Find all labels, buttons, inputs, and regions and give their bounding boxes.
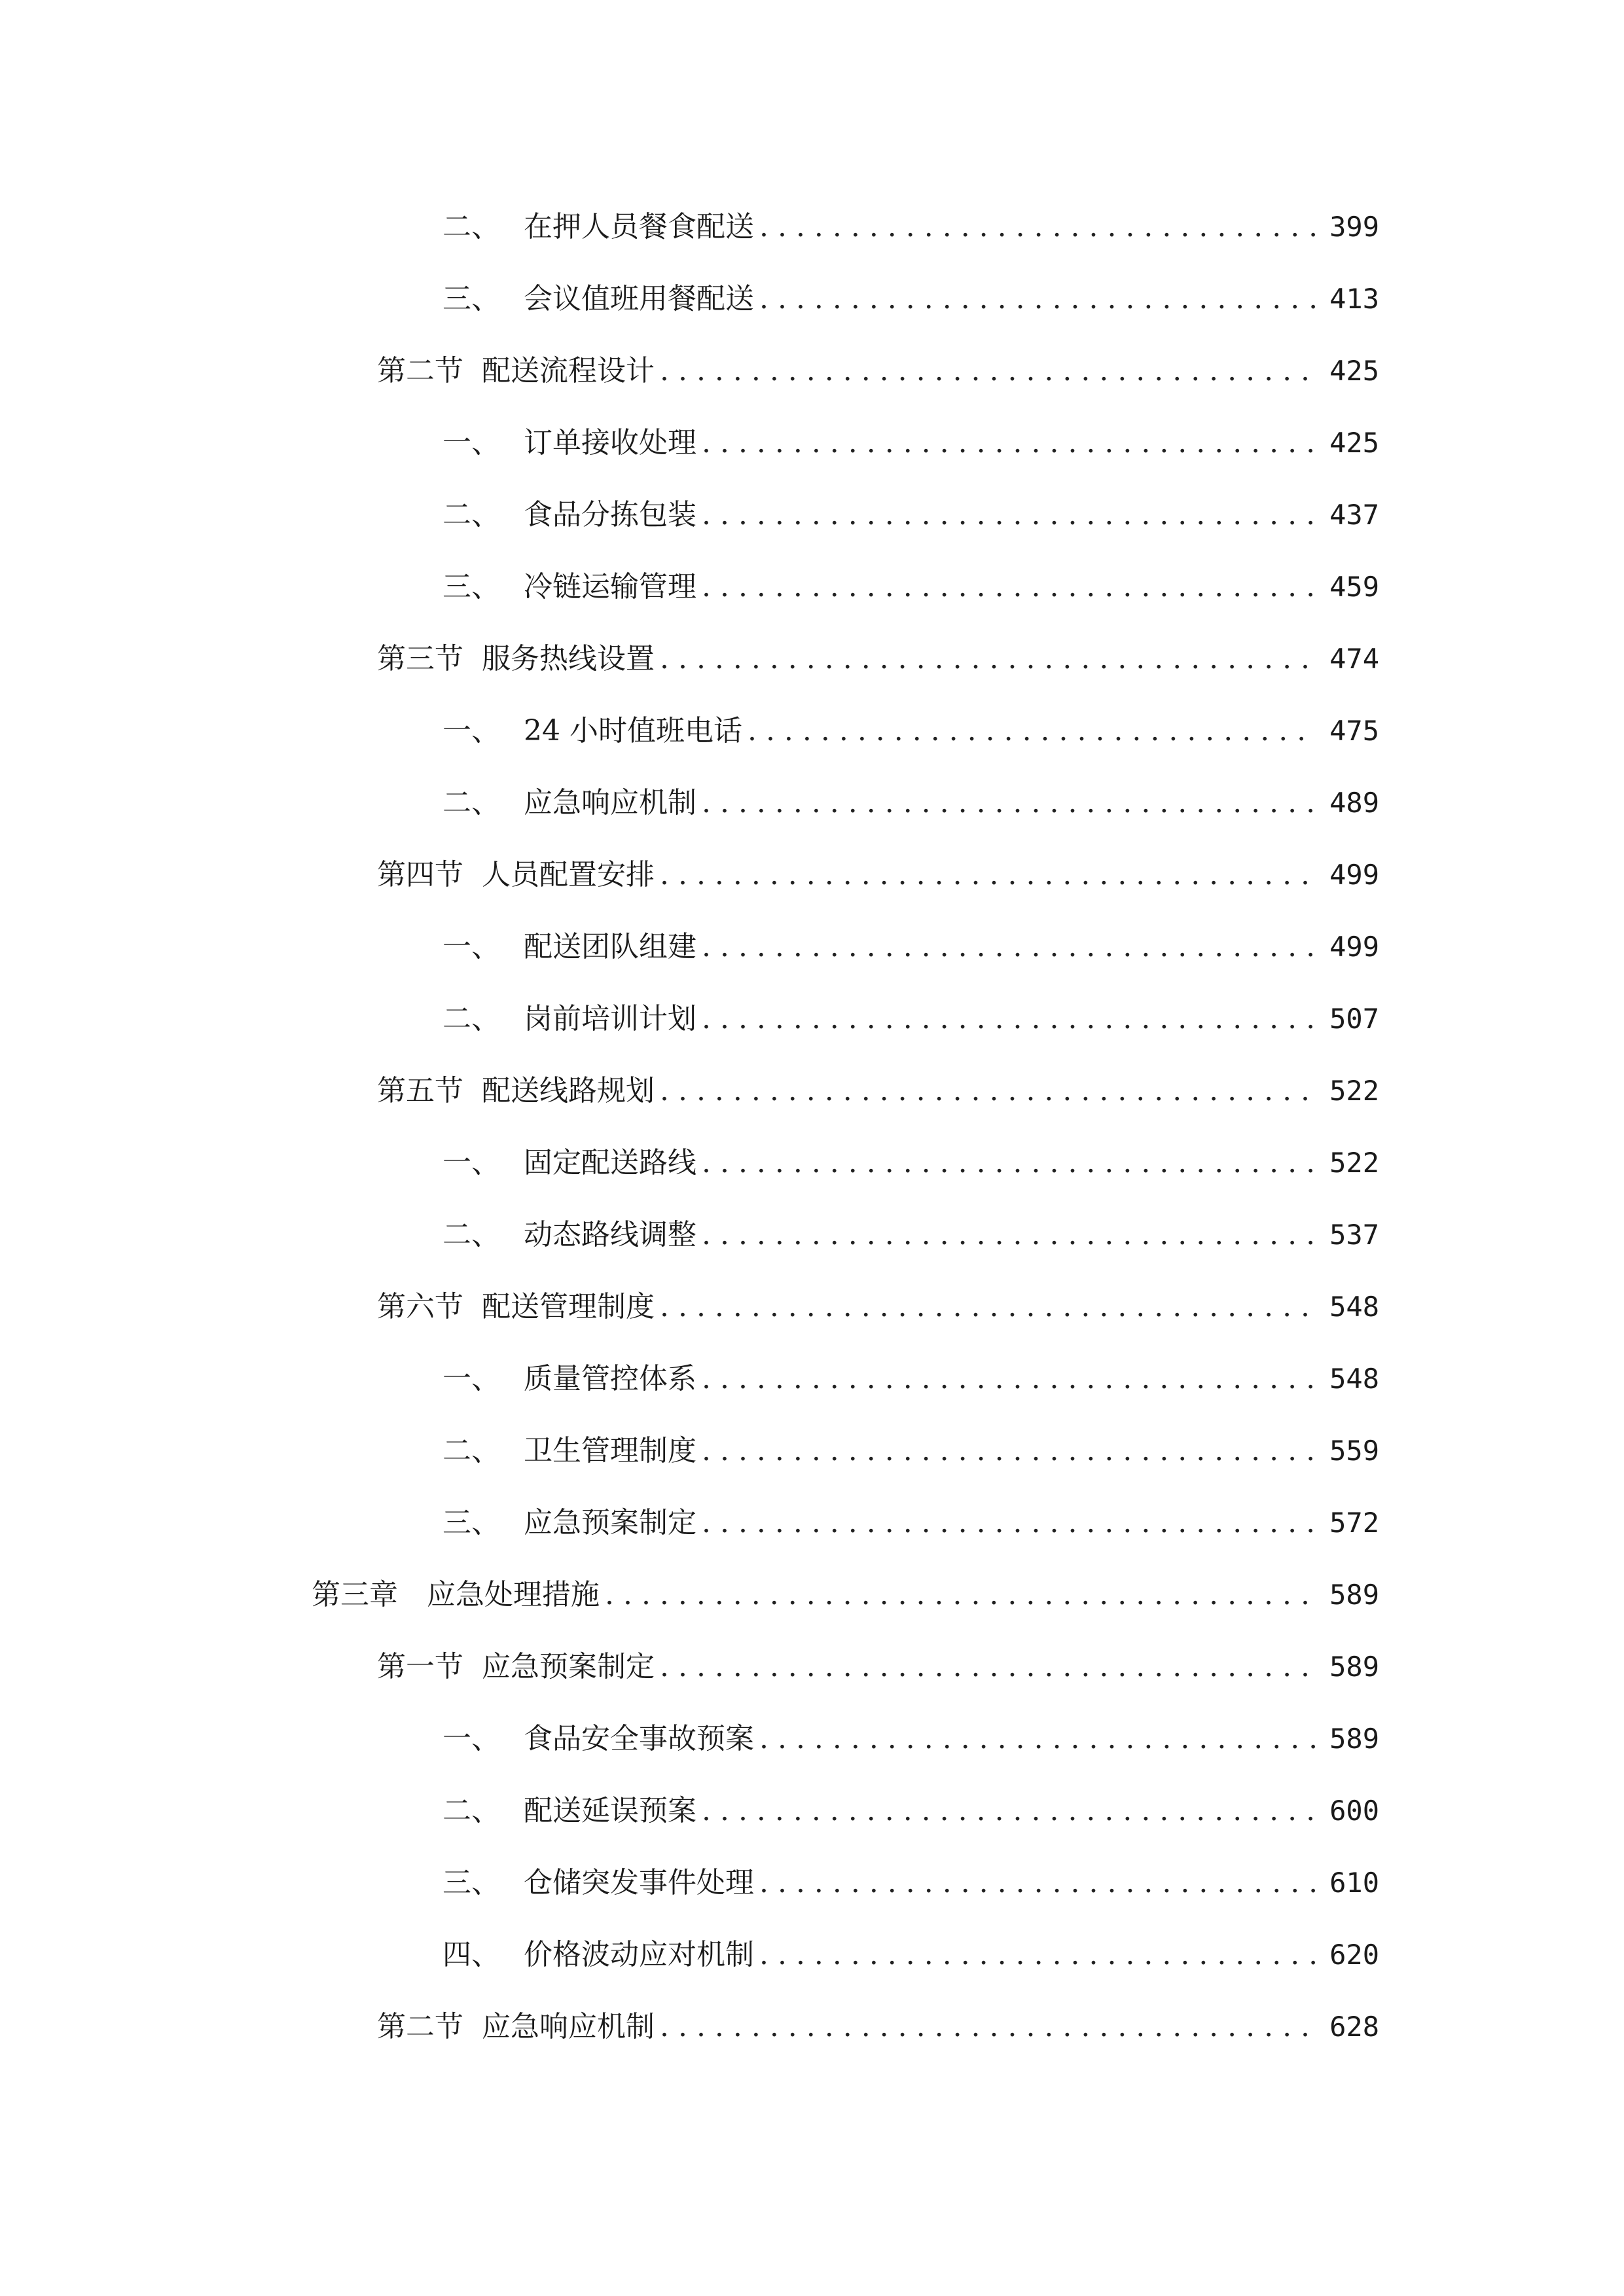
toc-entry-title: 订单接收处理: [524, 426, 696, 459]
toc-entry-page: 507: [1329, 1003, 1379, 1035]
toc-entry[interactable]: [442, 273, 1379, 325]
toc-entry[interactable]: [442, 1857, 1379, 1909]
dot-leader: [702, 417, 1315, 469]
toc-entry-page: 572: [1329, 1507, 1379, 1539]
toc-entry-page: 499: [1329, 931, 1379, 963]
toc-entry-number: 一、: [442, 1722, 500, 1755]
toc-entry-title: 应急响应机制: [524, 786, 696, 819]
toc-entry-page: 413: [1329, 283, 1379, 315]
toc-entry[interactable]: [442, 1353, 1379, 1405]
toc-entry-page: 600: [1329, 1795, 1379, 1827]
toc-entry-number: 一、: [442, 1362, 500, 1395]
toc-entry-title: 人员配置安排: [482, 858, 655, 891]
toc-entry-page: 425: [1329, 427, 1379, 459]
toc-entry[interactable]: [442, 201, 1379, 253]
toc-entry[interactable]: [442, 1209, 1379, 1261]
toc-entry-title: 24 小时值班电话: [524, 714, 742, 747]
toc-entry-number: 第三章: [312, 1578, 398, 1611]
toc-entry-number: 一、: [442, 1146, 500, 1179]
dot-leader: [660, 849, 1315, 901]
toc-entry[interactable]: [442, 417, 1379, 469]
toc-entry[interactable]: [377, 2001, 1379, 2053]
toc-entry[interactable]: [442, 1785, 1379, 1837]
toc-entry-title: 卫生管理制度: [524, 1434, 696, 1467]
toc-entry-title: 应急预案制定: [482, 1650, 655, 1683]
toc-entry[interactable]: [442, 1497, 1379, 1549]
toc-entry-title: 冷链运输管理: [524, 570, 696, 603]
toc-entry-page: 548: [1329, 1291, 1379, 1323]
toc-entry-number: 第二节: [377, 354, 463, 387]
toc-entry-title: 应急处理措施: [427, 1578, 600, 1611]
dot-leader: [759, 1713, 1315, 1765]
toc-entry-number: 四、: [442, 1938, 500, 1971]
toc-entry-page: 628: [1329, 2011, 1379, 2043]
toc-entry-title: 配送延误预案: [524, 1794, 696, 1827]
toc-entry[interactable]: [442, 993, 1379, 1045]
toc-entry-page: 399: [1329, 211, 1379, 243]
dot-leader: [702, 1425, 1315, 1477]
toc-entry-title: 应急响应机制: [482, 2010, 655, 2043]
dot-leader: [702, 993, 1315, 1045]
toc-entry-number: 二、: [442, 1218, 500, 1251]
toc-entry[interactable]: [442, 705, 1379, 757]
toc-entry-title: 配送流程设计: [482, 354, 655, 387]
dot-leader: [702, 1785, 1315, 1837]
toc-entry-title: 岗前培训计划: [524, 1002, 696, 1035]
toc-entry-number: 三、: [442, 570, 500, 603]
toc-entry-page: 559: [1329, 1435, 1379, 1467]
toc-entry[interactable]: [442, 489, 1379, 541]
toc-entry-number: 第一节: [377, 1650, 463, 1683]
dot-leader: [605, 1569, 1315, 1621]
toc-entry[interactable]: [442, 1713, 1379, 1765]
toc-entry-number: 三、: [442, 1506, 500, 1539]
toc-entry[interactable]: [442, 1137, 1379, 1189]
toc-entry-title: 服务热线设置: [482, 642, 655, 675]
dot-leader: [702, 561, 1315, 613]
toc-entry-page: 548: [1329, 1363, 1379, 1395]
toc-entry-page: 537: [1329, 1219, 1379, 1251]
toc-entry-number: 二、: [442, 498, 500, 531]
dot-leader: [759, 201, 1315, 253]
toc-entry-title: 应急预案制定: [524, 1506, 696, 1539]
toc-entry[interactable]: [377, 849, 1379, 901]
toc-entry-page: 459: [1329, 571, 1379, 603]
dot-leader: [759, 273, 1315, 325]
toc-entry-number: 三、: [442, 1866, 500, 1899]
toc-entry-page: 475: [1329, 715, 1379, 747]
toc-entry-page: 620: [1329, 1939, 1379, 1971]
dot-leader: [702, 1137, 1315, 1189]
toc-entry-page: 610: [1329, 1867, 1379, 1899]
toc-entry[interactable]: [377, 1281, 1379, 1333]
toc-entry-number: 第五节: [377, 1074, 463, 1107]
dot-leader: [759, 1929, 1315, 1981]
toc-entry-number: 第六节: [377, 1290, 463, 1323]
toc-entry[interactable]: [377, 1641, 1379, 1693]
toc-entry-number: 二、: [442, 1002, 500, 1035]
dot-leader: [660, 1641, 1315, 1693]
dot-leader: [702, 489, 1315, 541]
toc-entry[interactable]: [377, 633, 1379, 685]
toc-entry-page: 589: [1329, 1579, 1379, 1611]
toc-entry-page: 522: [1329, 1075, 1379, 1107]
toc-entry-page: 474: [1329, 643, 1379, 675]
toc-entry[interactable]: [377, 345, 1379, 397]
toc-entry-title: 在押人员餐食配送: [524, 210, 754, 243]
toc-entry-number: 三、: [442, 282, 500, 315]
toc-entry-number: 二、: [442, 1794, 500, 1827]
dot-leader: [702, 1353, 1315, 1405]
toc-entry-title: 仓储突发事件处理: [524, 1866, 754, 1899]
toc-entry-number: 一、: [442, 426, 500, 459]
toc-entry[interactable]: [377, 1065, 1379, 1117]
toc-entry-number: 二、: [442, 1434, 500, 1467]
toc-entry-title: 质量管控体系: [524, 1362, 696, 1395]
toc-entry-number: 一、: [442, 714, 500, 747]
dot-leader: [660, 633, 1315, 685]
toc-entry-title: 固定配送路线: [524, 1146, 696, 1179]
toc-entry-number: 二、: [442, 210, 500, 243]
toc-entry-page: 522: [1329, 1147, 1379, 1179]
toc-entry[interactable]: [312, 1569, 1379, 1621]
toc-entry-number: 二、: [442, 786, 500, 819]
toc-entry-number: 一、: [442, 930, 500, 963]
dot-leader: [702, 1209, 1315, 1261]
dot-leader: [702, 1497, 1315, 1549]
toc-entry-title: 会议值班用餐配送: [524, 282, 754, 315]
dot-leader: [660, 1065, 1315, 1117]
dot-leader: [660, 2001, 1315, 2053]
dot-leader: [660, 1281, 1315, 1333]
toc-entry[interactable]: [442, 921, 1379, 973]
dot-leader: [660, 345, 1315, 397]
dot-leader: [759, 1857, 1315, 1909]
toc-entry-page: 425: [1329, 355, 1379, 387]
toc-entry-title: 价格波动应对机制: [524, 1938, 754, 1971]
toc-entry-page: 437: [1329, 499, 1379, 531]
toc-entry[interactable]: [442, 777, 1379, 829]
dot-leader: [702, 777, 1315, 829]
dot-leader: [702, 921, 1315, 973]
toc-entry-page: 489: [1329, 787, 1379, 819]
toc-entry-page: 589: [1329, 1651, 1379, 1683]
toc-entry-page: 589: [1329, 1723, 1379, 1755]
toc-entry[interactable]: [442, 1929, 1379, 1981]
toc-entry-page: 499: [1329, 859, 1379, 891]
toc-entry-title: 配送管理制度: [482, 1290, 655, 1323]
toc-entry-number: 第四节: [377, 858, 463, 891]
toc-entry-title: 配送团队组建: [524, 930, 696, 963]
toc-entry-title: 食品安全事故预案: [524, 1722, 754, 1755]
toc-entry-number: 第二节: [377, 2010, 463, 2043]
toc-entry[interactable]: [442, 561, 1379, 613]
toc-entry-title: 动态路线调整: [524, 1218, 696, 1251]
dot-leader: [748, 705, 1315, 757]
toc-entry-number: 第三节: [377, 642, 463, 675]
toc-entry-title: 配送线路规划: [482, 1074, 655, 1107]
toc-entry-title: 食品分拣包装: [524, 498, 696, 531]
toc-entry[interactable]: [442, 1425, 1379, 1477]
